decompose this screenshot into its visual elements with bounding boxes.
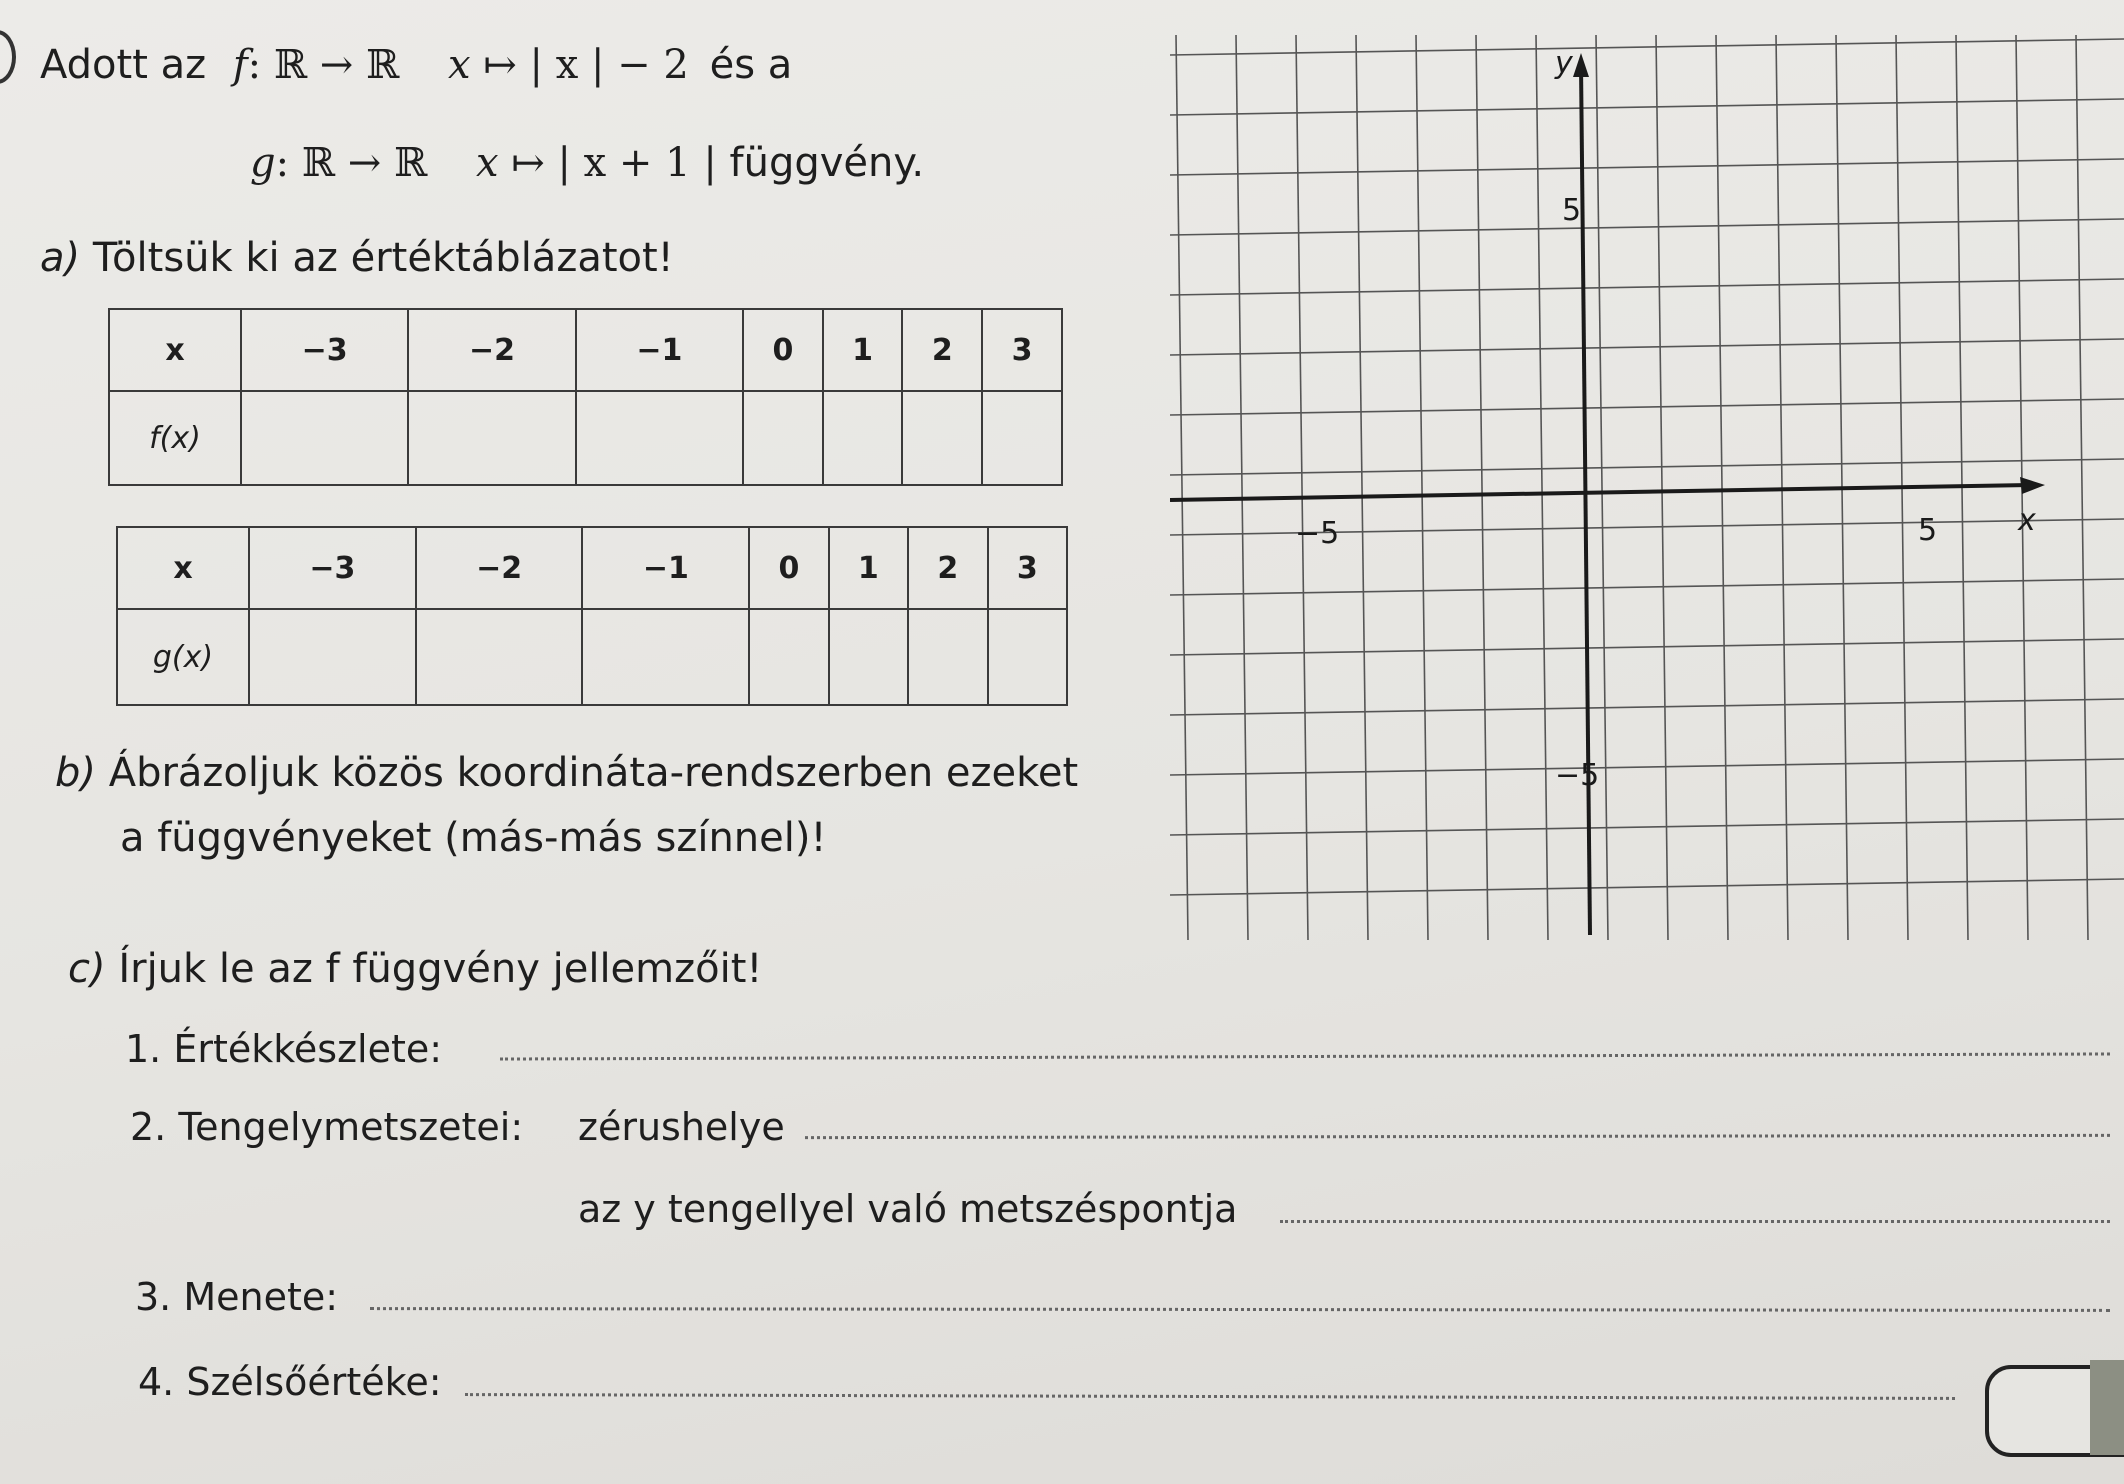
grid-line-vertical — [1236, 35, 1248, 940]
table-g-header-x: x — [117, 527, 249, 609]
intro-line-2 — [250, 140, 924, 186]
table-g-col: −2 — [416, 527, 583, 609]
grid-line-horizontal — [1170, 819, 2124, 835]
answer-line-zerushely[interactable] — [805, 1134, 2110, 1139]
part-b-label: b) — [55, 750, 96, 796]
part-a-heading — [40, 235, 674, 281]
part-c-text: Írjuk le az f függvény jellemzőit! — [118, 946, 763, 992]
table-f-row-label — [109, 391, 241, 485]
table-f-cell[interactable] — [743, 391, 823, 485]
intro-line-1 — [40, 42, 792, 88]
grid-line-horizontal — [1170, 699, 2124, 715]
grid-line-horizontal — [1170, 339, 2124, 355]
table-f-cell[interactable] — [241, 391, 408, 485]
table-f-col: 0 — [743, 309, 823, 391]
f-domain: : ℝ → ℝ — [247, 42, 400, 88]
part-c-heading — [68, 946, 762, 992]
page-edge-shadow — [2090, 1360, 2124, 1455]
f-var: x — [448, 42, 471, 88]
intro-line2-suffix: függvény. — [729, 140, 925, 186]
table-g-col: 3 — [988, 527, 1067, 609]
table-f-col: −3 — [241, 309, 408, 391]
answer-line-menete[interactable] — [370, 1307, 2110, 1312]
item-y-metszespont-label: az y tengellyel való metszéspontja — [578, 1187, 1238, 1231]
grid-line-horizontal — [1170, 459, 2124, 475]
grid-line-vertical — [1296, 35, 1308, 940]
table-f-col: −1 — [576, 309, 743, 391]
grid-line-vertical — [1356, 35, 1368, 940]
part-a-label: a) — [40, 235, 81, 281]
x-axis-arrow-icon — [2020, 477, 2045, 494]
f-name: f — [232, 42, 248, 88]
table-g-col: −1 — [582, 527, 749, 609]
grid-line-horizontal — [1170, 399, 2124, 415]
grid-line-horizontal — [1170, 579, 2124, 595]
grid-line-horizontal — [1170, 99, 2124, 115]
f-mapping: ↦ | x | − 2 — [483, 42, 689, 88]
g-name: g — [250, 140, 276, 186]
table-f-col: 1 — [823, 309, 903, 391]
table-g-col: 1 — [829, 527, 908, 609]
x-tick-pos5: 5 — [1918, 513, 1938, 548]
grid-line-vertical — [1176, 35, 1188, 940]
table-f-cell[interactable] — [823, 391, 903, 485]
grid-line-horizontal — [1170, 219, 2124, 235]
item-szelsoertek-label: 4. Szélsőértéke: — [138, 1360, 442, 1404]
exercise-bullet-icon — [0, 30, 16, 84]
value-table-g — [116, 526, 1068, 706]
item-tengelymetszetei-label: 2. Tengelymetszetei: — [130, 1105, 524, 1149]
grid-line-horizontal — [1170, 39, 2124, 55]
x-axis-line — [1170, 485, 2030, 500]
part-b-text-2: a függvényeket (más-más színnel)! — [120, 815, 827, 861]
grid-line-vertical — [2076, 35, 2088, 940]
table-f-cell[interactable] — [408, 391, 575, 485]
y-axis-line — [1581, 65, 1590, 935]
table-g-cell[interactable] — [988, 609, 1067, 705]
grid-line-horizontal — [1170, 759, 2124, 775]
g-mapping: ↦ | x + 1 | — [511, 140, 717, 186]
part-b-line-1 — [55, 750, 1078, 796]
grid-line-vertical — [1656, 35, 1668, 940]
table-g-cell[interactable] — [908, 609, 987, 705]
table-g-col: −3 — [249, 527, 416, 609]
table-f-header-x: x — [109, 309, 241, 391]
g-var: x — [475, 140, 499, 186]
table-g-col: 0 — [749, 527, 828, 609]
table-g-cell[interactable] — [749, 609, 828, 705]
x-axis-label: x — [2018, 503, 2036, 538]
table-g-col: 2 — [908, 527, 987, 609]
x-tick-neg5: −5 — [1295, 516, 1340, 551]
grid-line-horizontal — [1170, 879, 2124, 895]
table-g-row-label — [117, 609, 249, 705]
grid-line-vertical — [1536, 35, 1548, 940]
table-f-col: −2 — [408, 309, 575, 391]
y-tick-neg5: −5 — [1555, 758, 1600, 793]
table-f-col: 3 — [982, 309, 1062, 391]
table-f-row-label-text: f(x) — [149, 420, 201, 456]
g-domain: : ℝ → ℝ — [275, 140, 428, 186]
table-f-col: 2 — [902, 309, 982, 391]
table-g-cell[interactable] — [416, 609, 583, 705]
grid-line-vertical — [1716, 35, 1728, 940]
y-axis-label: y — [1555, 46, 1573, 81]
grid-line-vertical — [1596, 35, 1608, 940]
item-zerushely-label: zérushelye — [578, 1105, 785, 1149]
table-g-row-label-text: g(x) — [152, 639, 214, 675]
answer-line-szelsoertek[interactable] — [465, 1393, 1955, 1400]
grid-line-horizontal — [1170, 639, 2124, 655]
part-a-text: Töltsük ki az értéktáblázatot! — [92, 235, 674, 281]
axes — [1170, 53, 2045, 935]
intro-prefix: Adott az — [40, 42, 207, 88]
table-g-cell[interactable] — [829, 609, 908, 705]
item-ertekkeszlet-label: 1. Értékkészlete: — [125, 1027, 443, 1071]
part-c-label: c) — [68, 946, 106, 992]
table-g-cell[interactable] — [249, 609, 416, 705]
y-tick-pos5: 5 — [1562, 193, 1582, 228]
y-axis-arrow-icon — [1573, 53, 1589, 77]
table-g-cell[interactable] — [582, 609, 749, 705]
answer-line-y-metszespont[interactable] — [1280, 1220, 2110, 1223]
value-table-f — [108, 308, 1063, 486]
item-menete-label: 3. Menete: — [135, 1275, 339, 1319]
table-f-cell[interactable] — [902, 391, 982, 485]
grid-line-horizontal — [1170, 159, 2124, 175]
table-f-cell[interactable] — [576, 391, 743, 485]
coordinate-grid[interactable] — [1170, 25, 2124, 945]
grid-line-horizontal — [1170, 279, 2124, 295]
table-f-cell[interactable] — [982, 391, 1062, 485]
answer-line-ertekkeszlet[interactable] — [500, 1052, 2110, 1060]
grid-line-vertical — [1476, 35, 1488, 940]
intro-suffix: és a — [709, 42, 793, 88]
part-b-text-1: Ábrázoljuk közös koordináta-rendszerben ezeket — [108, 750, 1079, 796]
